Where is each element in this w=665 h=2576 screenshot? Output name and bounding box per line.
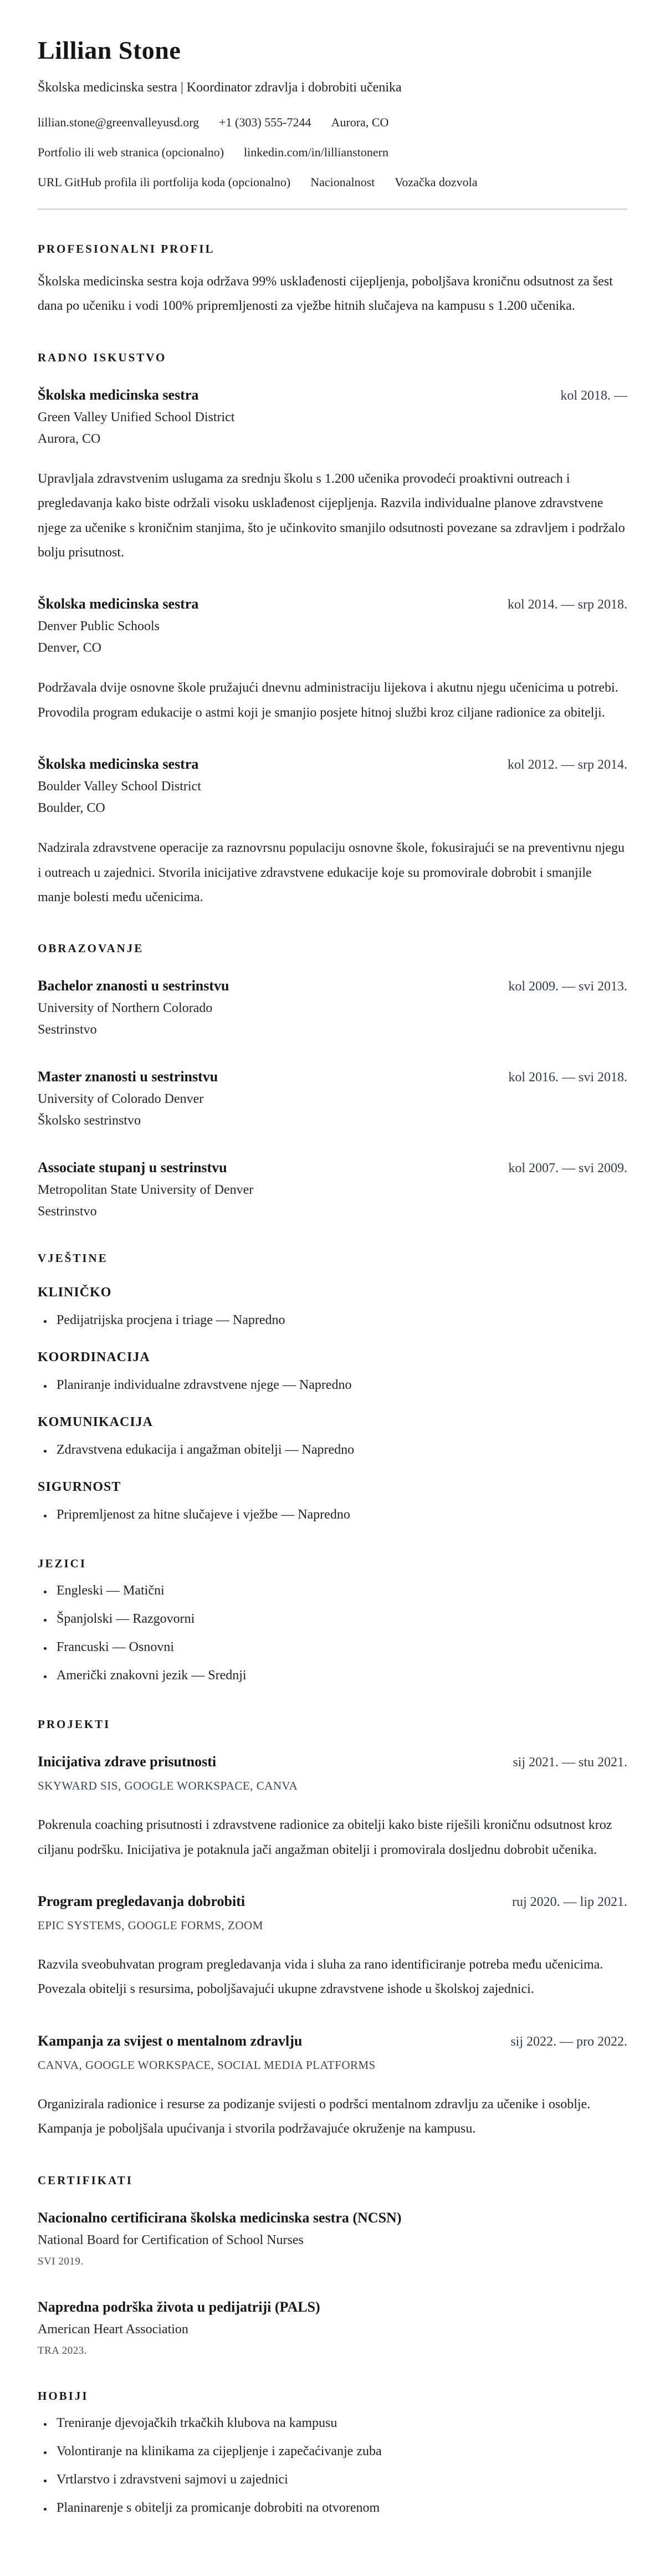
hobby-item: • Volontiranje na klinikama za cijepljenje i zapečaćivanje zuba	[53, 2441, 627, 2461]
job-company: Denver Public Schools	[38, 619, 160, 634]
job-entry	[38, 756, 627, 909]
hobby-item: • Treniranje djevojačkih trkačkih klubova na kampusu	[53, 2413, 627, 2433]
skill-item: • Pripremljenost za hitne slučajeve i vježbe — Napredno	[53, 1505, 627, 1525]
certifications-section	[38, 2174, 627, 2357]
job-description: Podržavala dvije osnovne škole pružajući dnevnu administraciju lijekova i akutnu njegu učenicima u potrebi. Provodila program edukacije o astmi koji je smanjio posjete hitnoj službi kroz ciljane radionice za obitelji.	[38, 681, 618, 720]
experience-section	[38, 351, 627, 910]
languages-heading: JEZICI	[38, 1557, 87, 1571]
job-entry-header	[38, 387, 627, 403]
skill-group-name: KOMUNIKACIJA	[38, 1415, 153, 1430]
job-title: Školska medicinska sestra	[38, 756, 199, 773]
contact-row-secondary	[38, 145, 627, 160]
hobbies-section	[38, 2389, 627, 2518]
project-entry-header	[38, 2033, 627, 2049]
skill-item: • Zdravstvena edukacija i angažman obitelji — Napredno	[53, 1440, 627, 1460]
language-item: • Američki znakovni jezik — Srednji	[53, 1665, 627, 1685]
project-entry	[38, 1754, 627, 1862]
job-entry-header	[38, 756, 627, 773]
skill-group	[38, 1285, 627, 1330]
degree-title: Master znanosti u sestrinstvu	[38, 1069, 218, 1085]
skill-item: • Pedijatrijska procjena i triage — Napredno	[53, 1310, 627, 1330]
profile-heading: PROFESIONALNI PROFIL	[38, 242, 215, 255]
project-dates: sij 2022. — pro 2022.	[510, 2034, 627, 2049]
job-location: Boulder, CO	[38, 801, 105, 816]
project-tools: EPIC SYSTEMS, GOOGLE FORMS, ZOOM	[38, 1919, 263, 1933]
hobbies-heading: HOBIJI	[38, 2389, 89, 2403]
candidate-title: Školska medicinska sestra | Koordinator zdravlja i dobrobiti učenika	[38, 80, 402, 95]
degree-dates: kol 2016. — svi 2018.	[508, 1070, 627, 1085]
job-description: Upravljala zdravstvenim uslugama za srednju školu s 1.200 učenika provodeći proaktivni outreach i pregledavanja kako biste održali visoku usklađenost cijepljenja. Razvila individualne planove zdravstvene njege za učenike s kroničnim stanjima, što je učinkovito smanjilo odsutnosti povezane sa zdravljem i podržalo bolju prisutnost.	[38, 471, 625, 560]
degree-school: University of Colorado Denver	[38, 1092, 204, 1107]
skill-group-name: KLINIČKO	[38, 1285, 112, 1300]
certification-title: Napredna podrška života u pedijatriji (PALS)	[38, 2298, 320, 2315]
job-dates: kol 2012. — srp 2014.	[508, 758, 627, 773]
location-text: Aurora, CO	[331, 115, 389, 129]
drivers-license-text: Vozačka dozvola	[395, 175, 478, 189]
job-title: Školska medicinska sestra	[38, 386, 199, 403]
degree-entry	[38, 978, 627, 1037]
project-entry-header	[38, 1754, 627, 1770]
skill-list	[38, 1505, 627, 1525]
project-title: Inicijativa zdrave prisutnosti	[38, 1754, 217, 1770]
certification-date: TRA 2023.	[38, 2344, 87, 2357]
resume-header	[38, 35, 627, 210]
certification-org: American Heart Association	[38, 2322, 188, 2337]
degree-entry-header	[38, 978, 627, 994]
contact-row-tertiary	[38, 175, 627, 190]
language-item: • Španjolski — Razgovorni	[53, 1609, 627, 1629]
project-description: Razvila sveobuhvatan program pregledavanja vida i sluha za rano identificiranje potreba među učenicima. Povezala obitelji s resursima, poboljšavajući ukupne zdravstvene ishode u školskoj zajednici.	[38, 1957, 603, 1997]
degree-dates: kol 2009. — svi 2013.	[508, 979, 627, 994]
degree-entry	[38, 1159, 627, 1219]
project-tools: SKYWARD SIS, GOOGLE WORKSPACE, CANVA	[38, 1779, 298, 1793]
contact-row-primary	[38, 115, 627, 130]
skill-group	[38, 1415, 627, 1460]
certification-org: National Board for Certification of School Nurses	[38, 2232, 304, 2247]
project-title: Kampanja za svijest o mentalnom zdravlju	[38, 2032, 303, 2049]
job-company: Boulder Valley School District	[38, 779, 201, 794]
projects-heading: PROJEKTI	[38, 1718, 111, 1731]
job-entry-header	[38, 596, 627, 612]
project-entry-header	[38, 1893, 627, 1910]
project-entry	[38, 2033, 627, 2141]
skill-list	[38, 1440, 627, 1460]
project-dates: sij 2021. — stu 2021.	[513, 1755, 627, 1770]
language-item: • Francuski — Osnovni	[53, 1637, 627, 1657]
skill-group-name: SIGURNOST	[38, 1480, 121, 1495]
skill-group	[38, 1480, 627, 1525]
project-description: Pokrenula coaching prisutnosti i zdravstvene radionice za obitelji kako biste riješili kroničnu odsutnost kroz ciljanu podršku. Inicijativa je potaknula jači angažman obitelji i promovirala dosljednu dobrobit učenika.	[38, 1818, 612, 1857]
skill-list	[38, 1310, 627, 1330]
certification-entry	[38, 2299, 627, 2357]
project-tools: CANVA, GOOGLE WORKSPACE, SOCIAL MEDIA PLATFORMS	[38, 2058, 376, 2072]
project-title: Program pregledavanja dobrobiti	[38, 1893, 245, 1910]
degree-field: Školsko sestrinstvo	[38, 1113, 141, 1128]
portfolio-text: Portfolio ili web stranica (opcionalno)	[38, 145, 224, 159]
job-description: Nadzirala zdravstvene operacije za raznovrsnu populaciju osnovne škole, fokusirajući se na preventivnu njegu i outreach u zajednici. Stvorila inicijative zdravstvene edukacije koje su promovirale dobrobit i smanjile manje bolesti među učenicima.	[38, 841, 625, 904]
certification-title: Nacionalno certificirana školska medicinska sestra (NCSN)	[38, 2209, 402, 2226]
hobby-item: • Planinarenje s obitelji za promicanje dobrobiti na otvorenom	[53, 2498, 627, 2518]
job-entry	[38, 596, 627, 725]
degree-school: Metropolitan State University of Denver	[38, 1183, 254, 1198]
email-text: lillian.stone@greenvalleyusd.org	[38, 115, 200, 129]
skill-group-name: KOORDINACIJA	[38, 1350, 150, 1365]
project-dates: ruj 2020. — lip 2021.	[512, 1895, 627, 1910]
project-entry	[38, 1893, 627, 2002]
skills-heading: VJEŠTINE	[38, 1251, 108, 1265]
job-title: Školska medicinska sestra	[38, 596, 199, 612]
certification-entry	[38, 2210, 627, 2268]
job-entry	[38, 387, 627, 565]
profile-text: Školska medicinska sestra koja održava 99% usklađenosti cijepljenja, poboljšava kroničnu odsutnost za šest dana po učeniku i vodi 100% pripremljenosti za vježbe hitnih slučajeva na kampusu s 1.200 učenika.	[38, 274, 613, 314]
projects-section	[38, 1718, 627, 2141]
language-list	[38, 1581, 627, 1685]
job-location: Aurora, CO	[38, 431, 101, 446]
degree-entry	[38, 1069, 627, 1128]
degree-title: Associate stupanj u sestrinstvu	[38, 1159, 227, 1176]
candidate-name: Lillian Stone	[38, 36, 181, 64]
project-description: Organizirala radionice i resurse za podizanje svijesti o podršci mentalnom zdravlju za učenike i osoblje. Kampanja je poboljšala upućivanja i stvorila podržavajuće okruženje na kampusu.	[38, 2097, 591, 2137]
header-divider	[38, 208, 627, 210]
degree-school: University of Northern Colorado	[38, 1001, 213, 1016]
linkedin-text: linkedin.com/in/lillianstonern	[244, 145, 388, 159]
profile-section	[38, 242, 627, 319]
degree-field: Sestrinstvo	[38, 1204, 97, 1219]
skill-item: • Planiranje individualne zdravstvene njege — Napredno	[53, 1375, 627, 1395]
skills-section	[38, 1251, 627, 1525]
job-location: Denver, CO	[38, 641, 102, 656]
skill-group	[38, 1350, 627, 1395]
job-dates: kol 2014. — srp 2018.	[508, 597, 627, 612]
degree-entry-header	[38, 1159, 627, 1176]
language-item: • Engleski — Matični	[53, 1581, 627, 1601]
degree-dates: kol 2007. — svi 2009.	[508, 1161, 627, 1176]
experience-heading: RADNO ISKUSTVO	[38, 350, 167, 364]
job-dates: kol 2018. —	[560, 388, 627, 403]
education-heading: OBRAZOVANJE	[38, 942, 144, 955]
languages-section	[38, 1557, 627, 1685]
job-company: Green Valley Unified School District	[38, 410, 235, 425]
degree-entry-header	[38, 1069, 627, 1085]
github-text: URL GitHub profila ili portfolija koda (opcionalno)	[38, 175, 291, 189]
hobby-item: • Vrtlarstvo i zdravstveni sajmovi u zajednici	[53, 2470, 627, 2490]
phone-text: +1 (303) 555-7244	[219, 115, 311, 129]
nationality-text: Nacionalnost	[310, 175, 375, 189]
degree-title: Bachelor znanosti u sestrinstvu	[38, 978, 229, 994]
certification-date: SVI 2019.	[38, 2255, 84, 2267]
skill-list	[38, 1375, 627, 1395]
degree-field: Sestrinstvo	[38, 1023, 97, 1037]
certifications-heading: CERTIFIKATI	[38, 2173, 133, 2187]
hobby-list	[38, 2413, 627, 2518]
education-section	[38, 942, 627, 1219]
